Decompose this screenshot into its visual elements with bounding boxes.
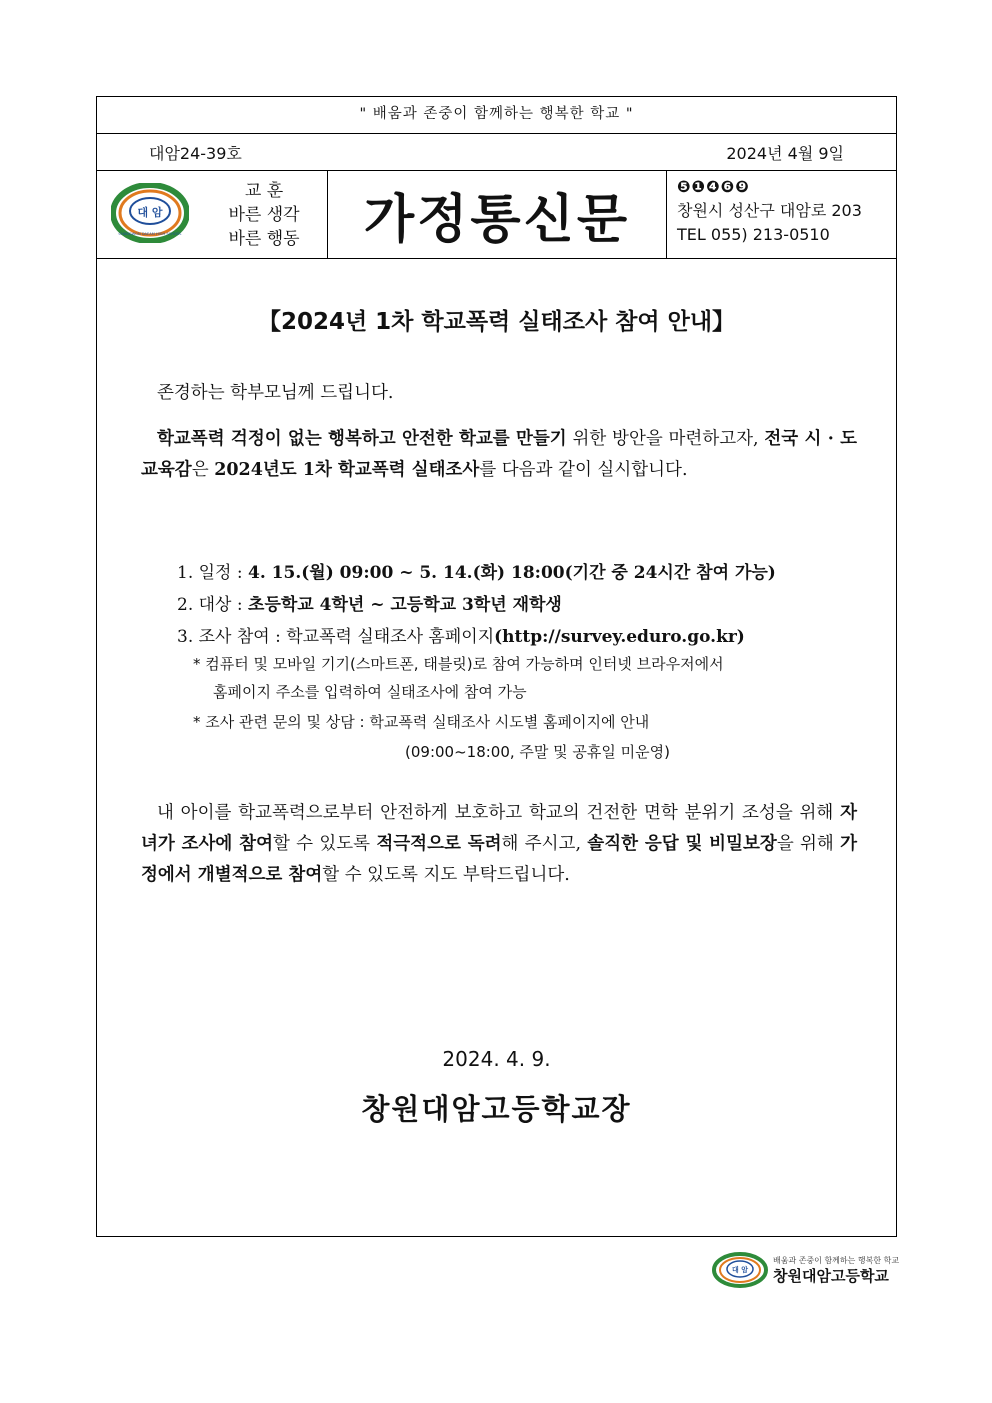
svg-text:CHANGWON DAEAM HIGH SCHOOL: CHANGWON DAEAM HIGH SCHOOL [118, 232, 182, 236]
closing-paragraph: 내 아이를 학교폭력으로부터 안전하게 보호하고 학교의 건전한 면학 분위기 조성을 위해 자녀가 조사에 참여할 수 있도록 적극적으로 독려해 주시고, 솔직한 응답 및 비밀보장을 위해 가정에서 개별적으로 참여할 수 있도록 지도 부탁드립니다. [141, 803, 858, 885]
creed-line: 바른 생각 [228, 205, 300, 225]
school-motto: " 배움과 존중이 함께하는 행복한 학교 " [97, 97, 896, 134]
creed-label: 교 훈 [244, 181, 284, 201]
school-address: 창원시 성산구 대암로 203 [677, 201, 862, 220]
footer-motto: 배움과 존중이 함께하는 행복한 학교 [773, 1256, 900, 1265]
postal-code: ❺❶❹❻❾ [677, 177, 750, 196]
school-creed [215, 179, 313, 251]
school-phone: TEL 055) 213-0510 [677, 225, 830, 244]
creed-line: 바른 행동 [228, 229, 300, 249]
footer-logo-icon [712, 1252, 772, 1288]
schedule-item: 1. 일정 : 4. 15.(월) 09:00 ~ 5. 14.(화) 18:00(기간 중 24시간 참여 가능) [177, 563, 776, 583]
note-hours: (09:00~18:00, 주말 및 공휴일 미운영) [405, 743, 670, 761]
letter-header [97, 171, 896, 259]
doc-number: 대암24-39호 [149, 144, 242, 163]
doc-date: 2024년 4월 9일 [726, 144, 844, 163]
document-frame [96, 96, 897, 1237]
address-cell [667, 171, 896, 258]
footer-school-name: 창원대암고등학교 [773, 1267, 889, 1285]
title-cell [328, 171, 667, 258]
logo-cell [97, 171, 328, 258]
document-title: 가정통신문 [363, 190, 631, 250]
survey-link-item: 3. 조사 참여 : 학교폭력 실태조사 홈페이지(http://survey.eduro.go.kr) [177, 627, 745, 647]
note-devices-cont: 홈페이지 주소를 입력하여 실태조사에 참여 가능 [213, 683, 527, 701]
signature-date: 2024. 4. 9. [442, 1047, 551, 1071]
intro-paragraph: 학교폭력 걱정이 없는 행복하고 안전한 학교를 만들기 위한 방안을 마련하고자, 전국 시 · 도교육감은 2024년도 1차 학교폭력 실태조사를 다음과 같이 실시합니다. [141, 429, 857, 480]
note-devices: * 컴퓨터 및 모바일 기기(스마트폰, 태블릿)로 참여 가능하며 인터넷 브라우저에서 [193, 655, 724, 673]
doc-info-row [97, 134, 896, 171]
survey-url: (http://survey.eduro.go.kr) [494, 627, 745, 647]
target-item: 2. 대상 : 초등학교 4학년 ~ 고등학교 3학년 재학생 [177, 595, 562, 615]
note-inquiry: * 조사 관련 문의 및 상담 : 학교폭력 실태조사 시도별 홈페이지에 안내 [193, 713, 650, 731]
school-logo-icon [111, 183, 189, 243]
greeting: 존경하는 학부모님께 드립니다. [157, 383, 394, 403]
signer-name: 창원대암고등학교장 [361, 1092, 632, 1126]
notice-title: 【2024년 1차 학교폭력 실태조사 참여 안내】 [257, 309, 736, 335]
svg-text:대 암: 대 암 [732, 1266, 748, 1274]
svg-text:대 암: 대 암 [137, 206, 163, 219]
